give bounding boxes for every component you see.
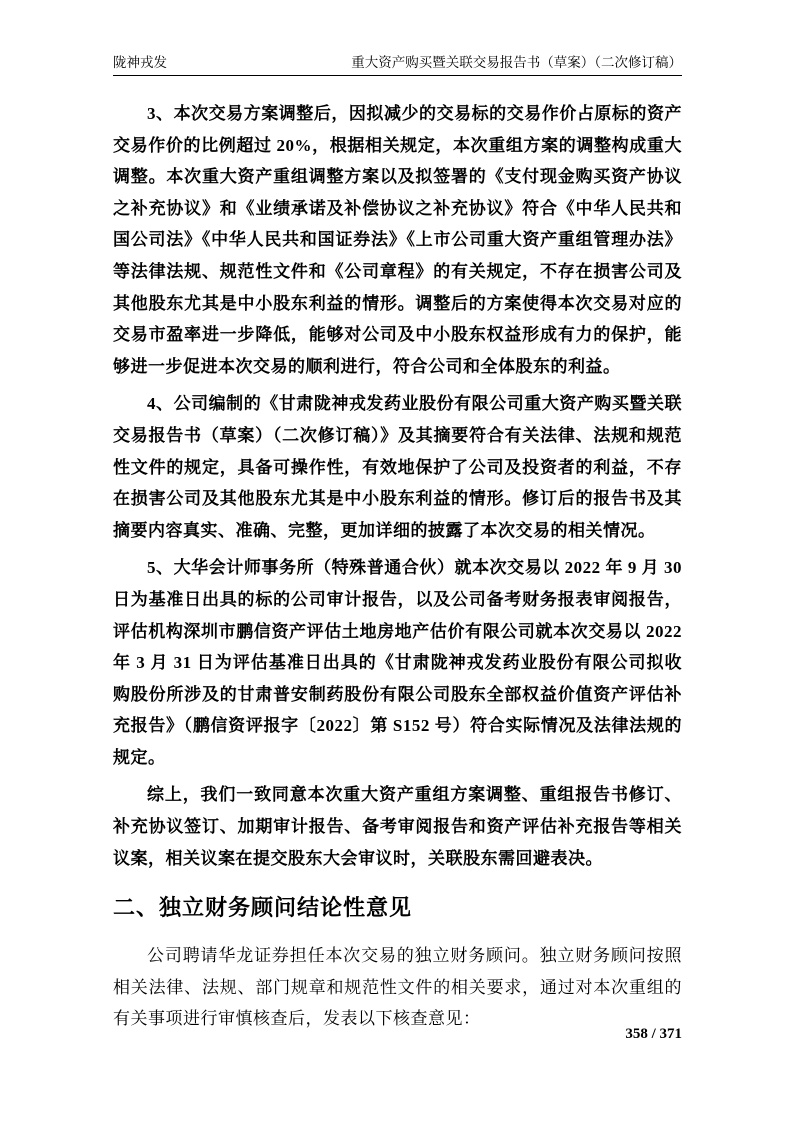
header-left-title: 陇神戎发 (113, 55, 167, 70)
document-body (113, 98, 682, 1041)
paragraph-opinion-item-4: 4、公司编制的《甘肃陇神戎发药业股份有限公司重大资产购买暨关联交易报告书（草案）（二次修订稿）》及其摘要符合有关法律、法规和规范性文件的规定，具备可操作性，有效地保护了公司及投资者的利益，不存在损害公司及其他股东尤其是中小股东利益的情形。修订后的报告书及其摘要内容真实、准确、完整，更加详细的披露了本次交易的相关情况。 (113, 394, 682, 540)
paragraph-opinion-item-5: 5、大华会计师事务所（特殊普通合伙）就本次交易以 2022 年 9 月 30 日为基准日出具的标的公司审计报告，以及公司备考财务报表审阅报告，评估机构深圳市鹏信资产评估土地房地产估价有限公司就本次交易以 2022 年 3 月 31 日为评估基准日出具的《甘肃陇神戎发药业股份有限公司拟收购股份所涉及的甘肃普安制药股份有限公司股东全部权益价值资产评估补充报告》（鹏信资评报字〔2022〕第 S152 号）符合实际情况及法律法规的规定。 (113, 558, 682, 767)
paragraph-opinion-summary: 综上，我们一致同意本次重大资产重组方案调整、重组报告书修订、补充协议签订、加期审计报告、备考审阅报告和资产评估补充报告等相关议案，相关议案在提交股东大会审议时，关联股东需回避表决。 (113, 785, 682, 868)
page-footer (113, 1026, 682, 1043)
header-right-title: 重大资产购买暨关联交易报告书（草案）（二次修订稿） (351, 55, 682, 70)
section-intro-paragraph: 公司聘请华龙证券担任本次交易的独立财务顾问。独立财务顾问按照相关法律、法规、部门规章和规范性文件的相关要求，通过对本次重组的有关事项进行审慎核查后，发表以下核查意见： (113, 946, 682, 1029)
page-number: 358 / 371 (625, 1026, 682, 1042)
header-divider (113, 75, 682, 76)
paragraph-opinion-item-3: 3、本次交易方案调整后，因拟减少的交易标的交易作价占原标的资产交易作价的比例超过 20%，根据相关规定，本次重组方案的调整构成重大调整。本次重大资产重组调整方案以及拟签署的《支付现金购买资产协议之补充协议》和《业绩承诺及补偿协议之补充协议》符合《中华人民共和国公司法》《中华人民共和国证券法》《上市公司重大资产重组管理办法》等法律法规、规范性文件和《公司章程》的有关规定，不存在损害公司及其他股东尤其是中小股东利益的情形。调整后的方案使得本次交易对应的交易市盈率进一步降低，能够对公司及中小股东权益形成有力的保护，能够进一步促进本次交易的顺利进行，符合公司和全体股东的利益。 (113, 104, 682, 376)
page-header (113, 54, 682, 72)
section-heading: 二、独立财务顾问结论性意见 (113, 895, 413, 921)
